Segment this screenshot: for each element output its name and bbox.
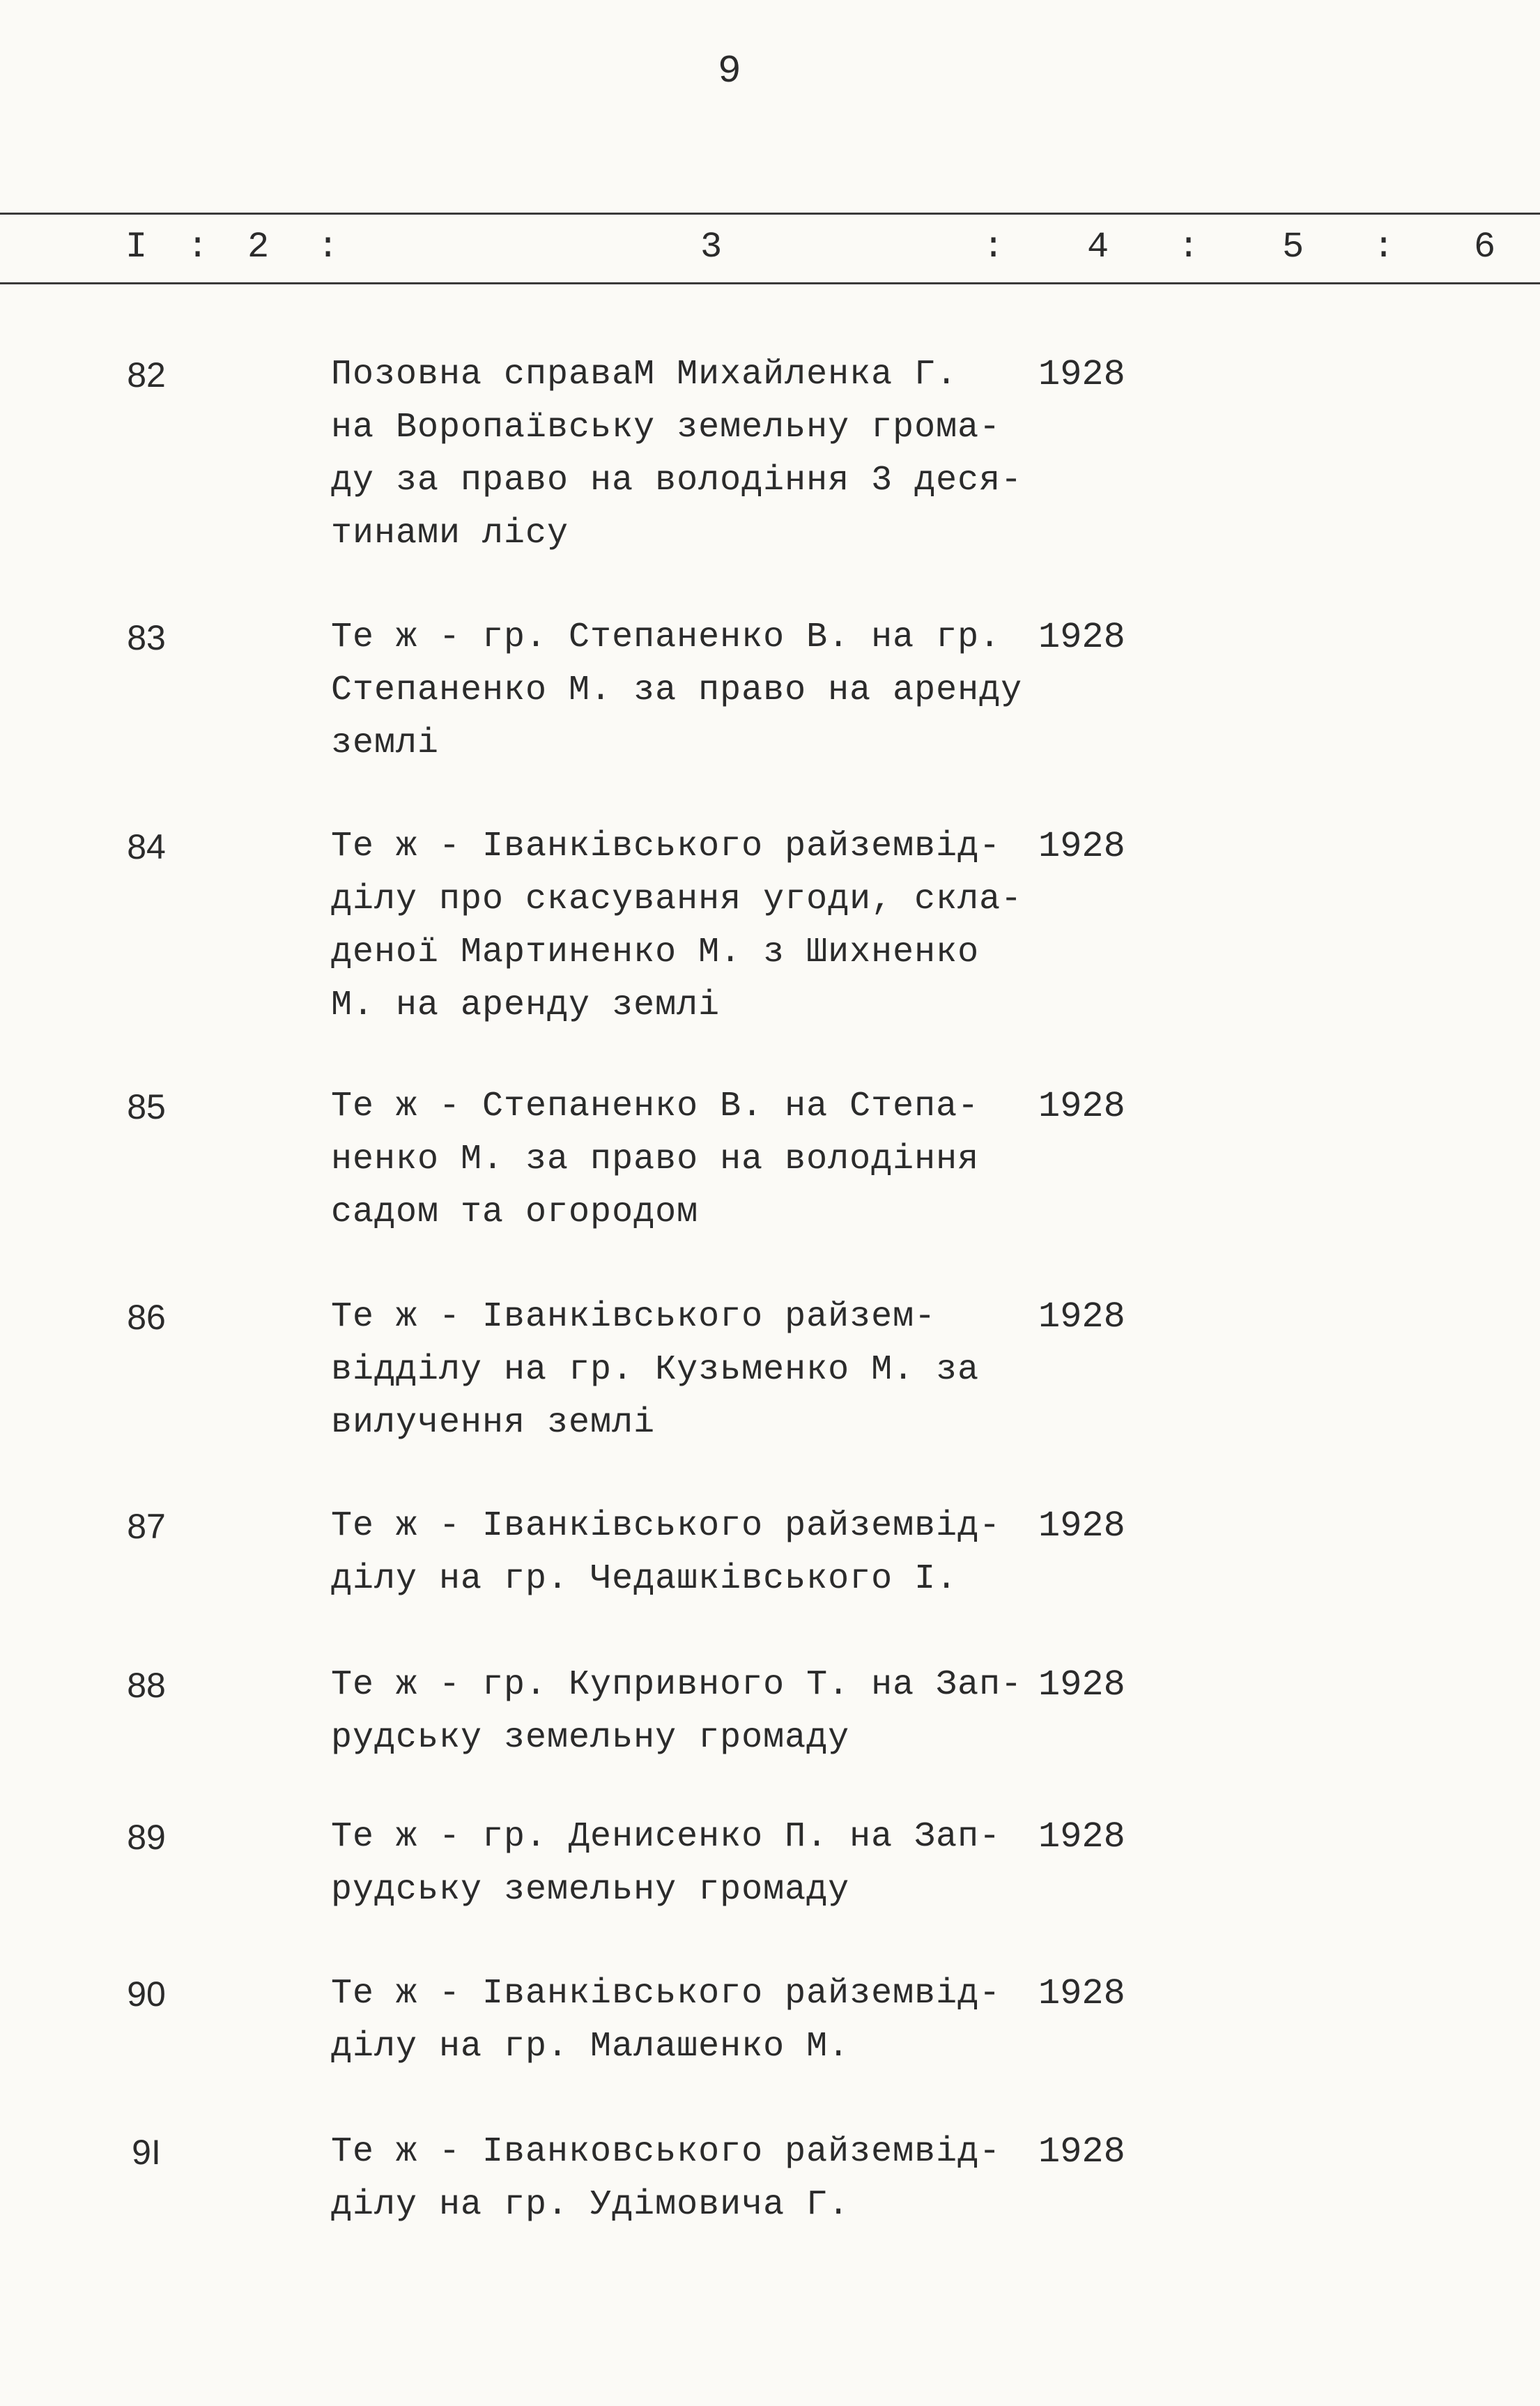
header-col-2: 2 — [247, 227, 270, 268]
row-year: 1928 — [1038, 1505, 1125, 1547]
row-description: Те ж - Іванківського райземвід- ділу на гр. Малашенко М. — [331, 1974, 1001, 2067]
header-top-rule — [0, 213, 1540, 215]
row-year: 1928 — [1038, 826, 1125, 867]
row-number: 83 — [127, 618, 166, 657]
header-col-5: 5 — [1282, 227, 1304, 268]
row-year: 1928 — [1038, 1816, 1125, 1857]
header-col-1: I — [125, 227, 148, 268]
row-year: 1928 — [1038, 1973, 1125, 2014]
row-year: 1928 — [1038, 2131, 1125, 2173]
row-year: 1928 — [1038, 617, 1125, 658]
header-col-4: 4 — [1087, 227, 1109, 268]
row-year: 1928 — [1038, 1296, 1125, 1338]
row-year: 1928 — [1038, 1086, 1125, 1127]
row-number: 86 — [127, 1298, 166, 1337]
row-number: 89 — [127, 1818, 166, 1857]
row-year: 1928 — [1038, 1664, 1125, 1706]
row-description: Те ж - Іванковського райземвід- ділу на гр. Удімовича Г. — [331, 2132, 1001, 2225]
row-description: Позовна справаМ Михайленка Г. на Воропаївську земельну грома- ду за право на володіння 3 деся- тинами лісу — [331, 355, 1023, 553]
row-description: Те ж - Іванківського райземвід- ділу про скасування угоди, скла- деної Мартиненко М. з Шихненко М. на аренду землі — [331, 827, 1023, 1025]
row-year: 1928 — [1038, 354, 1125, 395]
row-description: Те ж - Іванківського райзем- відділу на гр. Кузьменко М. за вилучення землі — [331, 1297, 980, 1443]
row-number: 84 — [127, 827, 166, 866]
row-description: Те ж - Степаненко В. на Степа- ненко М. за право на володіння садом та огородом — [331, 1087, 980, 1232]
row-number: 88 — [127, 1666, 166, 1705]
header-col-3: 3 — [700, 227, 723, 268]
header-separator: : — [317, 227, 339, 268]
header-col-6: 6 — [1474, 227, 1496, 268]
row-number: 85 — [127, 1087, 166, 1126]
page-number: 9 — [718, 49, 741, 93]
header-separator: : — [187, 227, 209, 268]
row-number: 9I — [132, 2133, 161, 2172]
row-number: 82 — [127, 355, 166, 394]
header-bottom-rule — [0, 282, 1540, 284]
row-description: Те ж - Іванківського райземвід- ділу на гр. Чедашківського І. — [331, 1506, 1001, 1599]
row-number: 87 — [127, 1507, 166, 1546]
header-separator: : — [1178, 227, 1200, 268]
row-description: Те ж - гр. Купривного Т. на Зап- рудську земельну громаду — [331, 1665, 1023, 1758]
header-separator: : — [983, 227, 1005, 268]
row-number: 90 — [127, 1975, 166, 2014]
row-description: Те ж - гр. Денисенко П. на Зап- рудську земельну громаду — [331, 1817, 1001, 1910]
header-separator: : — [1373, 227, 1395, 268]
row-description: Те ж - гр. Степаненко В. на гр. Степаненко М. за право на аренду землі — [331, 618, 1023, 763]
